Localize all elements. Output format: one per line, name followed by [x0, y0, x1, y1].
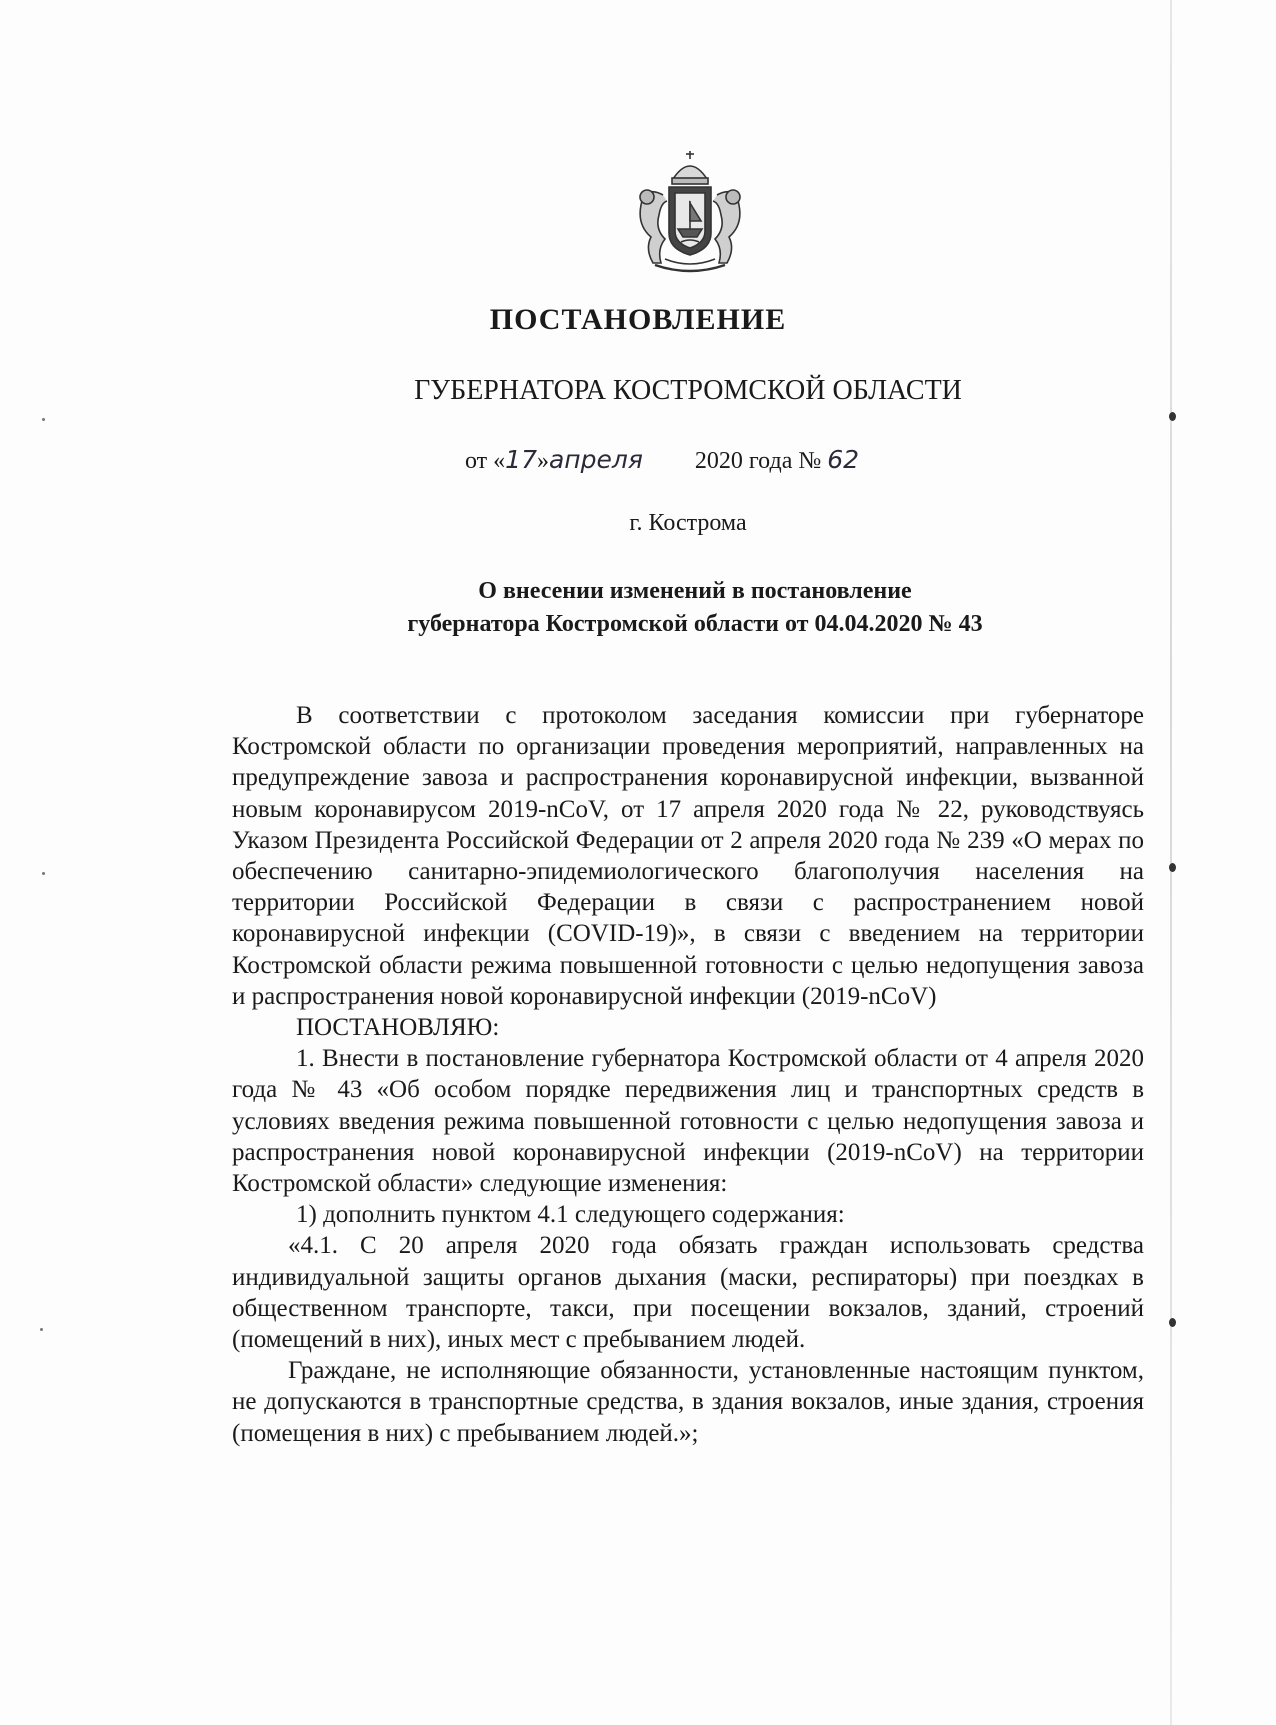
scan-punch-dot: [1169, 412, 1176, 421]
document-city: г. Кострома: [629, 510, 747, 536]
document-number-handwritten: 62: [827, 445, 860, 474]
scan-punch-dot: [1169, 1318, 1176, 1327]
document-dateline: [465, 445, 859, 475]
paragraph-point-4-1: «4.1. С 20 апреля 2020 года обязать граждан использовать средства индивидуальной защиты органов дыхания (маски, респираторы) при поездках в общественном транспорте, такси, при посещении вокзалов, зданий, строений (помещений в них), иных мест с пребыванием людей.: [232, 1232, 1144, 1354]
date-year-text: 2020 года №: [694, 448, 822, 474]
paragraph-preamble: В соответствии с протоколом заседания комиссии при губернаторе Костромской области по организации проведения мероприятий, направленных на предупреждение завоза и распространения коронавирусной инфекции, вызванной новым коронавирусом 2019-nCoV, от 17 апреля 2020 года № 22, руководствуясь Указом Президента Российской Федерации от 2 апреля 2020 года № 239 «О мерах по обеспечению санитарно-эпидемиологического благополучия населения на территории Российской Федерации в связи с распространением новой коронавирусной инфекции (COVID-19)», в связи с введением на территории Костромской области режима повышенной готовности с целью недопущения завоза и распространения новой коронавирусной инфекции (2019-nCoV): [232, 702, 1144, 1010]
scan-speck: [40, 1328, 43, 1331]
date-month-handwritten: апреля: [548, 445, 643, 474]
scan-speck: [42, 418, 45, 421]
document-issuer: ГУБЕРНАТОРА КОСТРОМСКОЙ ОБЛАСТИ: [414, 375, 962, 406]
scan-speck: [42, 872, 45, 875]
document-body: [232, 700, 1144, 1449]
document-title: ПОСТАНОВЛЕНИЕ: [489, 303, 787, 336]
paragraph-citizens: Граждане, не исполняющие обязанности, установленные настоящим пунктом, не допускаются в транспортные средства, в здания вокзалов, иные здания, строения (помещения в них) с пребыванием людей.»;: [232, 1357, 1144, 1447]
date-day-handwritten: 17: [505, 445, 537, 474]
date-mid: »: [536, 448, 549, 474]
paragraph-item-1: 1. Внести в постановление губернатора Костромской области от 4 апреля 2020 года № 43 «Об особом порядке передвижения лиц и транспортных средств в условиях введения режима повышенной готовности с целью недопущения завоза и распространения новой коронавирусной инфекции (2019-nCoV) на территории Костромской области» следующие изменения:: [232, 1045, 1144, 1198]
scan-punch-dot: [1169, 863, 1176, 872]
paragraph-subitem-1: 1) дополнить пунктом 4.1 следующего содержания:: [296, 1201, 845, 1229]
paragraph-decree: ПОСТАНОВЛЯЮ:: [296, 1014, 500, 1042]
date-prefix: от «: [465, 448, 506, 474]
coat-of-arms-emblem: [615, 145, 765, 280]
heading-line-2: губернатора Костромской области от 04.04.2020 № 43: [407, 611, 983, 637]
document-heading: [300, 575, 1090, 641]
heading-line-1: О внесении изменений в постановление: [478, 578, 912, 604]
